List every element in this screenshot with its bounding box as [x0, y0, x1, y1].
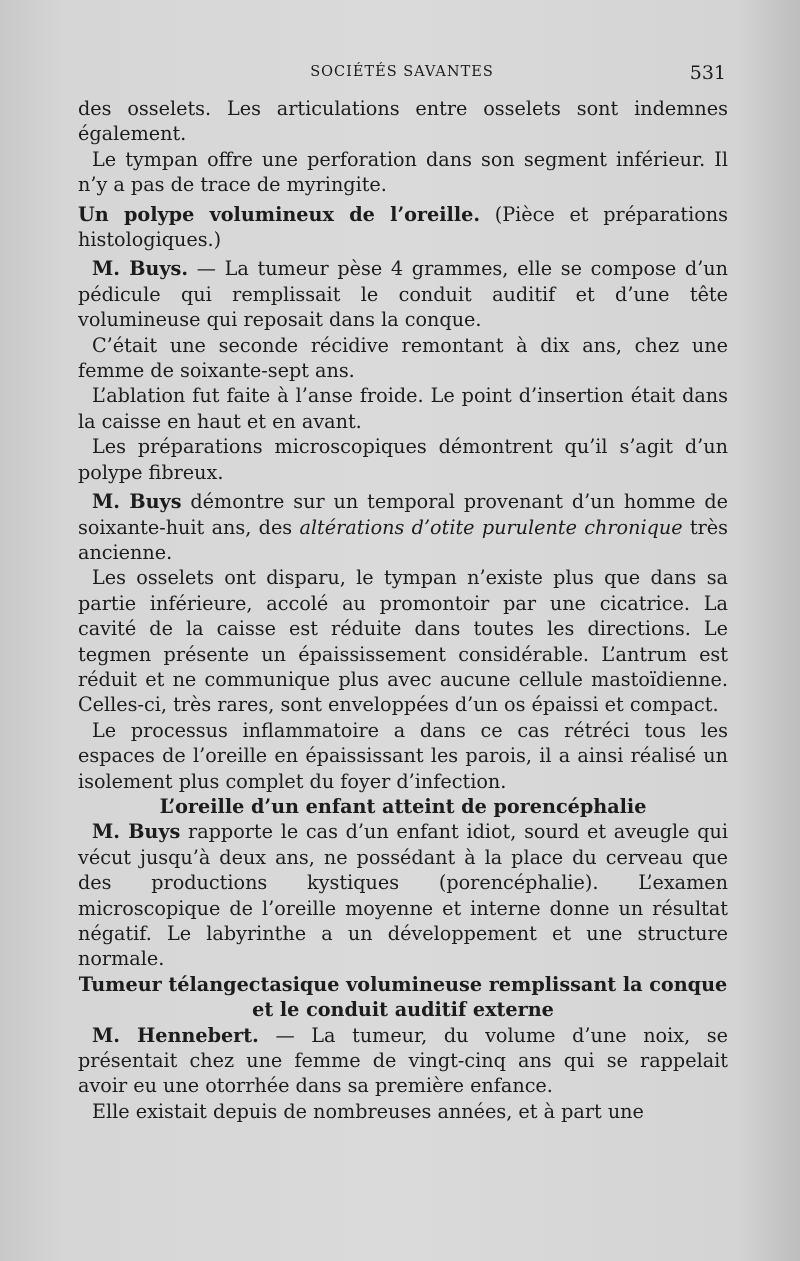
- paragraph-recidive: C’était une seconde récidive remontant à dix ans, chez une femme de soixante-sept ans.: [78, 333, 728, 383]
- heading-plain-part: (Pièce et préparations histologiques.): [78, 202, 728, 252]
- running-title: SOCIÉTÉS SAVANTES: [310, 64, 494, 80]
- paragraph-osselets: Les osselets ont disparu, le tympan n’existe plus que dans sa partie inférieure, accolé au promontoir par une cicatrice. La cavité de la caisse est réduite dans toutes les directions. Le tegmen présente un épaississement considérable. L’antrum est réduit et ne communique plus avec aucune cellule mastoïdienne. Celles-ci, très rares, sont enveloppées d’un os épaissi et compact.: [78, 566, 728, 717]
- section-heading-tumeur-line1: Tumeur télangectasique volumineuse remplissant la conque: [78, 972, 728, 996]
- paragraph-text: très ancienne.: [78, 515, 728, 564]
- paragraph-buys-enfant: [78, 819, 728, 971]
- speaker-name: M. Buys.: [92, 257, 189, 281]
- paragraph-tympan: Le tympan offre une perforation dans son segment inférieur. Il n’y a pas de trace de myringite.: [78, 147, 728, 197]
- paragraph-text: — La tumeur pèse 4 grammes, elle se compose d’un pédicule qui remplissait le conduit auditif et d’une tête volumineuse qui reposait dans la conque.: [78, 257, 729, 332]
- paragraph-hennebert: [78, 1023, 728, 1099]
- speaker-name: M. Buys: [92, 490, 182, 514]
- paragraph-text: — La tumeur, du volume d’une noix, se présentait chez une femme de vingt-cinq ans qui se rappelait avoir eu une otorrhée dans sa première enfance.: [78, 1023, 728, 1098]
- heading-bold-part: Un polype volumineux de l’oreille.: [78, 202, 480, 226]
- speaker-name: M. Hennebert.: [92, 1023, 259, 1047]
- page-body: [78, 96, 728, 1124]
- italic-term: altérations d’otite purulente chronique: [299, 515, 683, 539]
- running-head: [78, 62, 726, 86]
- paragraph-buys-temporal: [78, 489, 728, 565]
- paragraph-ablation: L’ablation fut faite à l’anse froide. Le point d’insertion était dans la caisse en haut et en avant.: [78, 384, 728, 433]
- paragraph-text: rapporte le cas d’un enfant idiot, sourd et aveugle qui vécut jusqu’à deux ans, ne possédant à la place du cerveau que des productions kystiques (porencéphalie). L’examen microscopique de l’oreille moyenne et interne donne un résultat négatif. Le labyrinthe a un développement et une structure normale.: [78, 820, 729, 971]
- paragraph-preparations: Les préparations microscopiques démontrent qu’il s’agit d’un polype fibreux.: [78, 435, 728, 484]
- paragraph-buys-tumeur: [78, 256, 728, 332]
- section-heading-tumeur-line2: et le conduit auditif externe: [252, 998, 554, 1022]
- paragraph-existait: Elle existait depuis de nombreuses années, et à part une: [92, 1099, 644, 1123]
- paragraph-processus: Le processus inflammatoire a dans ce cas rétréci tous les espaces de l’oreille en épaississant les parois, il a ainsi réalisé un isolement plus complet du foyer d’infection.: [78, 718, 728, 793]
- section-heading-porencephalie: L’oreille d’un enfant atteint de porencéphalie: [159, 794, 647, 818]
- paragraph-continued: des osselets. Les articulations entre osselets sont indemnes également.: [78, 97, 728, 146]
- page-number: 531: [689, 62, 726, 84]
- paragraph-text: démontre sur un temporal provenant d’un homme de soixante-huit ans, des: [78, 490, 728, 539]
- speaker-name: M. Buys: [92, 820, 181, 844]
- section-heading-polype: [78, 202, 728, 253]
